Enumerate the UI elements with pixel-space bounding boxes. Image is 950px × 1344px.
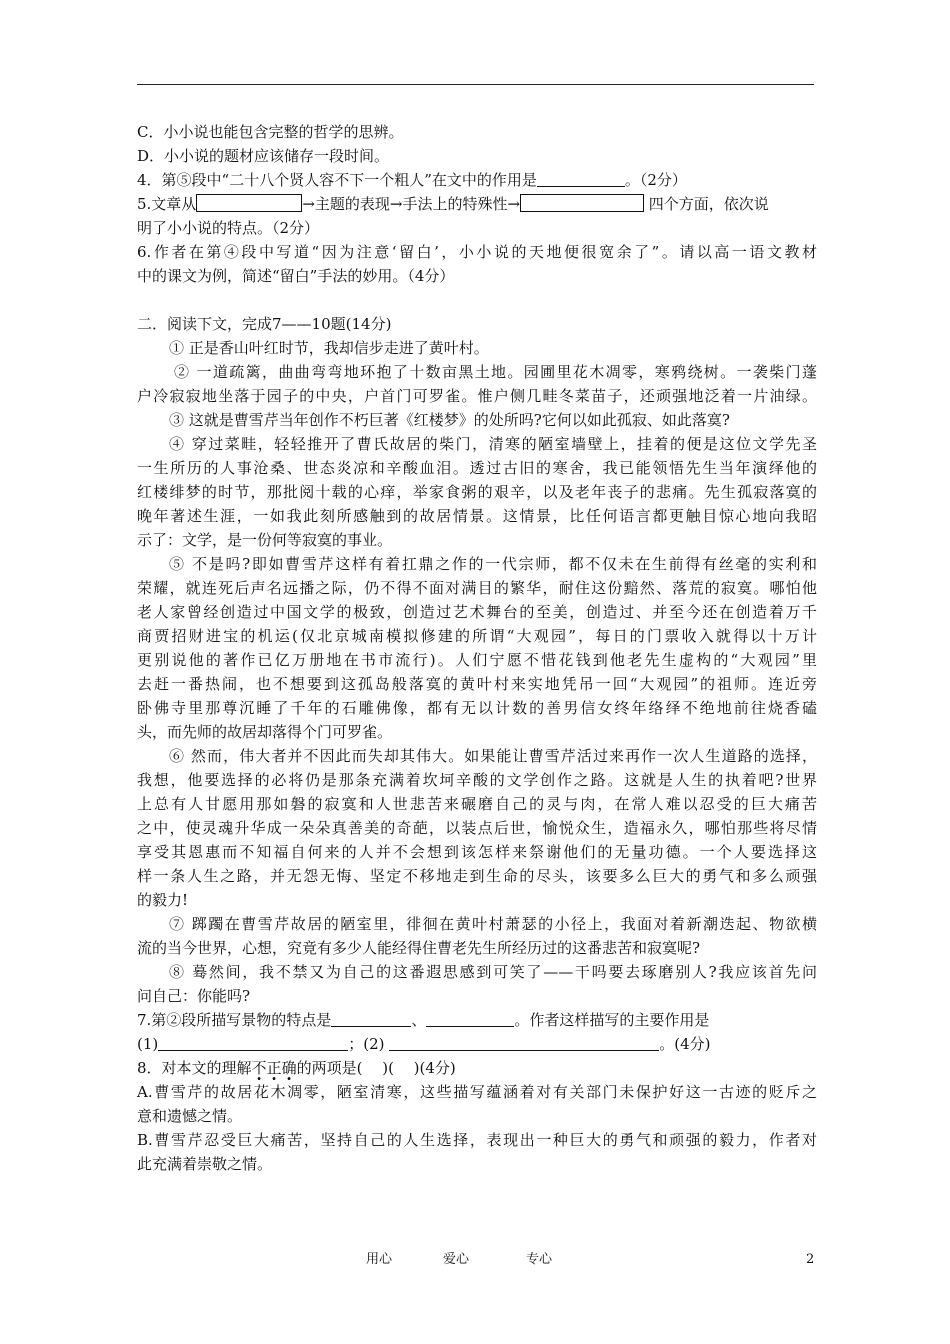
paragraph-8-line: 问自己：你能吗? (137, 987, 251, 1005)
paragraph-6-line: ⑥ 然而，伟大者并不因此而失却其伟大。如果能让曹雪芹活过来再作一次人生道路的选择， (169, 747, 817, 765)
question-5-line2: 明了小小说的特点。（2分） (137, 219, 320, 237)
answer-blank[interactable] (389, 1035, 659, 1051)
paragraph-4-line: ④ 穿过菜畦，轻轻推开了曹氏故居的柴门，清寒的陋室墙壁上，挂着的便是这位文学先圣 (169, 435, 817, 453)
q5-text-end: 四个方面，依次说 (644, 195, 769, 213)
paragraph-6-line: 之中，使灵魂升华成一朵朵真善美的奇葩，以装点后世，愉悦众生，造福永久，哪怕那些将尽情 (137, 819, 817, 837)
paragraph-4-line: 晚年著述生涯，一如我此刻所感触到的故居情景。这情景，比任何语言都更触目惊心地向我昭 (137, 507, 817, 525)
q5-text: 5.文章从 (137, 195, 197, 213)
paragraph-2-line: ② 一道疏篱，曲曲弯弯地环抱了十数亩黑土地。园圃里花木凋零，寒鸦绕树。一袭柴门蓬 (174, 363, 817, 381)
q4-score: 。（2分） (624, 171, 687, 189)
emphasis-char: 不 (251, 1059, 267, 1077)
paragraph-6-line: 的毅力! (137, 891, 189, 909)
paragraph-6-line: 享受其恩惠而不知福自何来的人并不会想到该怎样来祭谢他们的无量功德。一个人要选择这 (137, 843, 817, 861)
option-c: C．小小说也能包含完整的哲学的思辨。 (137, 123, 404, 141)
header-rule (137, 84, 814, 85)
paragraph-5-line: 头，而先师的故居却落得个门可罗雀。 (137, 723, 393, 741)
question-4 (137, 168, 817, 192)
paragraph-5-line: 荣耀，就连死后声名远播之际，仍不得不面对满目的繁华，耐住这份黯然、落荒的寂寞。哪怕他 (137, 579, 817, 597)
answer-blank[interactable] (426, 1011, 514, 1027)
question-7 (137, 1008, 817, 1032)
q8-option-a-line2: 意和遗憾之情。 (137, 1107, 243, 1125)
footer-motto-2: 爱心 (443, 1252, 470, 1267)
answer-blank[interactable] (537, 171, 625, 187)
page-footer (0, 1250, 950, 1270)
question-6-line2: 中的课文为例，简述“留白”手法的妙用。（4分） (137, 267, 455, 285)
answer-box[interactable] (520, 194, 644, 212)
q8-option-b: B.曹雪芹忍受巨大痛苦，坚持自己的人生选择，表现出一种巨大的勇气和顽强的毅力，作者对 (137, 1131, 817, 1149)
q8-option-a: A.曹雪芹的故居花木凋零，陋室清寒，这些描写蕴涵着对有关部门未保护好这一古迹的贬斥之 (137, 1083, 817, 1101)
paragraph-2-line: 户冷寂寂地坐落于园子的中央，户首门可罗雀。惟户侧几畦冬菜苗子，还顽强地泛着一片油绿。 (137, 387, 817, 405)
q5-text-mid: →主题的表现→手法上的特殊性→ (302, 195, 521, 213)
paragraph-4-line: 示了：文学，是一份何等寂寞的事业。 (137, 531, 393, 549)
page-number: 2 (806, 1252, 815, 1267)
q4-text: 4．第⑤段中“二十八个贤人容不下一个粗人”在文中的作用是 (137, 171, 537, 189)
answer-box[interactable] (196, 194, 302, 212)
paragraph-1: ① 正是香山叶红时节，我却信步走进了黄叶村。 (169, 339, 489, 357)
paragraph-7-line: 流的当今世界，心想，究竟有多少人能经得住曹老先生所经历过的这番悲苦和寂寞呢? (137, 939, 701, 957)
question-7-line2 (137, 1032, 817, 1056)
paragraph-4-line: 红楼绯梦的时节，那批阅十载的心痒，举家食粥的艰辛，以及老年丧子的悲痛。先生孤寂落寞的 (137, 483, 817, 501)
q8-text: 8．对本文的理解 (137, 1059, 252, 1077)
q8-text-post: 的两项是( )( )(4分) (296, 1059, 456, 1077)
paragraph-5-line: 卧佛寺里那尊沉睡了千年的石雕佛像，都有无以计数的善男信女终年络绎不绝地前往烧香磕 (137, 699, 817, 717)
paragraph-5-line: ⑤ 不是吗?即如曹雪芹这样有着扛鼎之作的一代宗师，都不仅未在生前得有丝毫的实利和 (169, 555, 817, 573)
paragraph-4-line: 一生所历的人事沧桑、世态炎凉和辛酸血泪。透过古旧的寒舍，我已能领悟先生当年演绎他的 (137, 459, 817, 477)
emphasis-char: 确 (281, 1059, 297, 1077)
section-heading: 二．阅读下文，完成7——10题(14分) (137, 315, 392, 333)
q7-label-1: (1) (137, 1035, 159, 1053)
footer-motto-1: 用心 (366, 1252, 393, 1267)
paragraph-5-line: 去赶一番热闹，也不想要到这孤岛般落寞的黄叶村来实地凭吊一回“大观园”的祖师。连近旁 (137, 675, 817, 693)
question-8 (137, 1056, 817, 1080)
question-6: 6.作者在第④段中写道“因为注意‘留白’，小小说的天地便很宽余了”。请以高一语文教材 (137, 243, 817, 261)
q7-text-b: 。作者这样描写的主要作用是 (514, 1011, 710, 1029)
q7-score: 。(4分) (659, 1035, 711, 1053)
paragraph-3: ③ 这就是曹雪芹当年创作不朽巨著《红楼梦》的处所吗?它何以如此孤寂、如此落寞? (169, 411, 730, 429)
paragraph-5-line: 更别说他的著作已亿万册地在书市流行)。人们宁愿不惜花钱到他老先生虚构的“大观园”里 (137, 651, 817, 669)
footer-motto-3: 专心 (526, 1252, 553, 1267)
q7-separator: 、 (411, 1011, 427, 1029)
paragraph-7-line: ⑦ 踯躅在曹雪芹故居的陋室里，徘徊在黄叶村萧瑟的小径上，我面对着新潮迭起、物欲横 (169, 915, 817, 933)
paragraph-5-line: 老人家曾经创造过中国文学的极致，创造过艺术舞台的至美，创造过、并至今还在创造着万千 (137, 603, 817, 621)
emphasis-char: 正 (266, 1059, 282, 1077)
answer-blank[interactable] (158, 1035, 348, 1051)
paragraph-8-line: ⑧ 蓦然间，我不禁又为自己的这番遐思感到可笑了——干吗要去琢磨别人?我应该首先问 (169, 963, 817, 981)
paragraph-5-line: 商贾招财进宝的机运(仅北京城南模拟修建的所谓“大观园”，每日的门票收入就得以十万计 (137, 627, 817, 645)
question-5 (137, 192, 817, 216)
paragraph-6-line: 我想，他要选择的必将仍是那条充满着坎坷辛酸的文学创作之路。这就是人生的执着吧?世界 (137, 771, 817, 789)
option-d: D．小小说的题材应该储存一段时间。 (137, 147, 390, 165)
paragraph-6-line: 样一条人生之路，并无怨无悔、坚定不移地走到生命的尽头，该要多么巨大的勇气和多么顽强 (137, 867, 817, 885)
paragraph-6-line: 上总有人甘愿用那如磐的寂寞和人世悲苦来碾磨自己的灵与肉，在常人难以忍受的巨大痛苦 (137, 795, 817, 813)
q7-label-2: ；(2) (348, 1035, 390, 1053)
q7-text: 7.第②段所描写景物的特点是 (137, 1011, 332, 1029)
page-content (137, 120, 817, 1176)
answer-blank[interactable] (331, 1011, 411, 1027)
q8-option-b-line2: 此充满着崇敬之情。 (137, 1155, 273, 1173)
